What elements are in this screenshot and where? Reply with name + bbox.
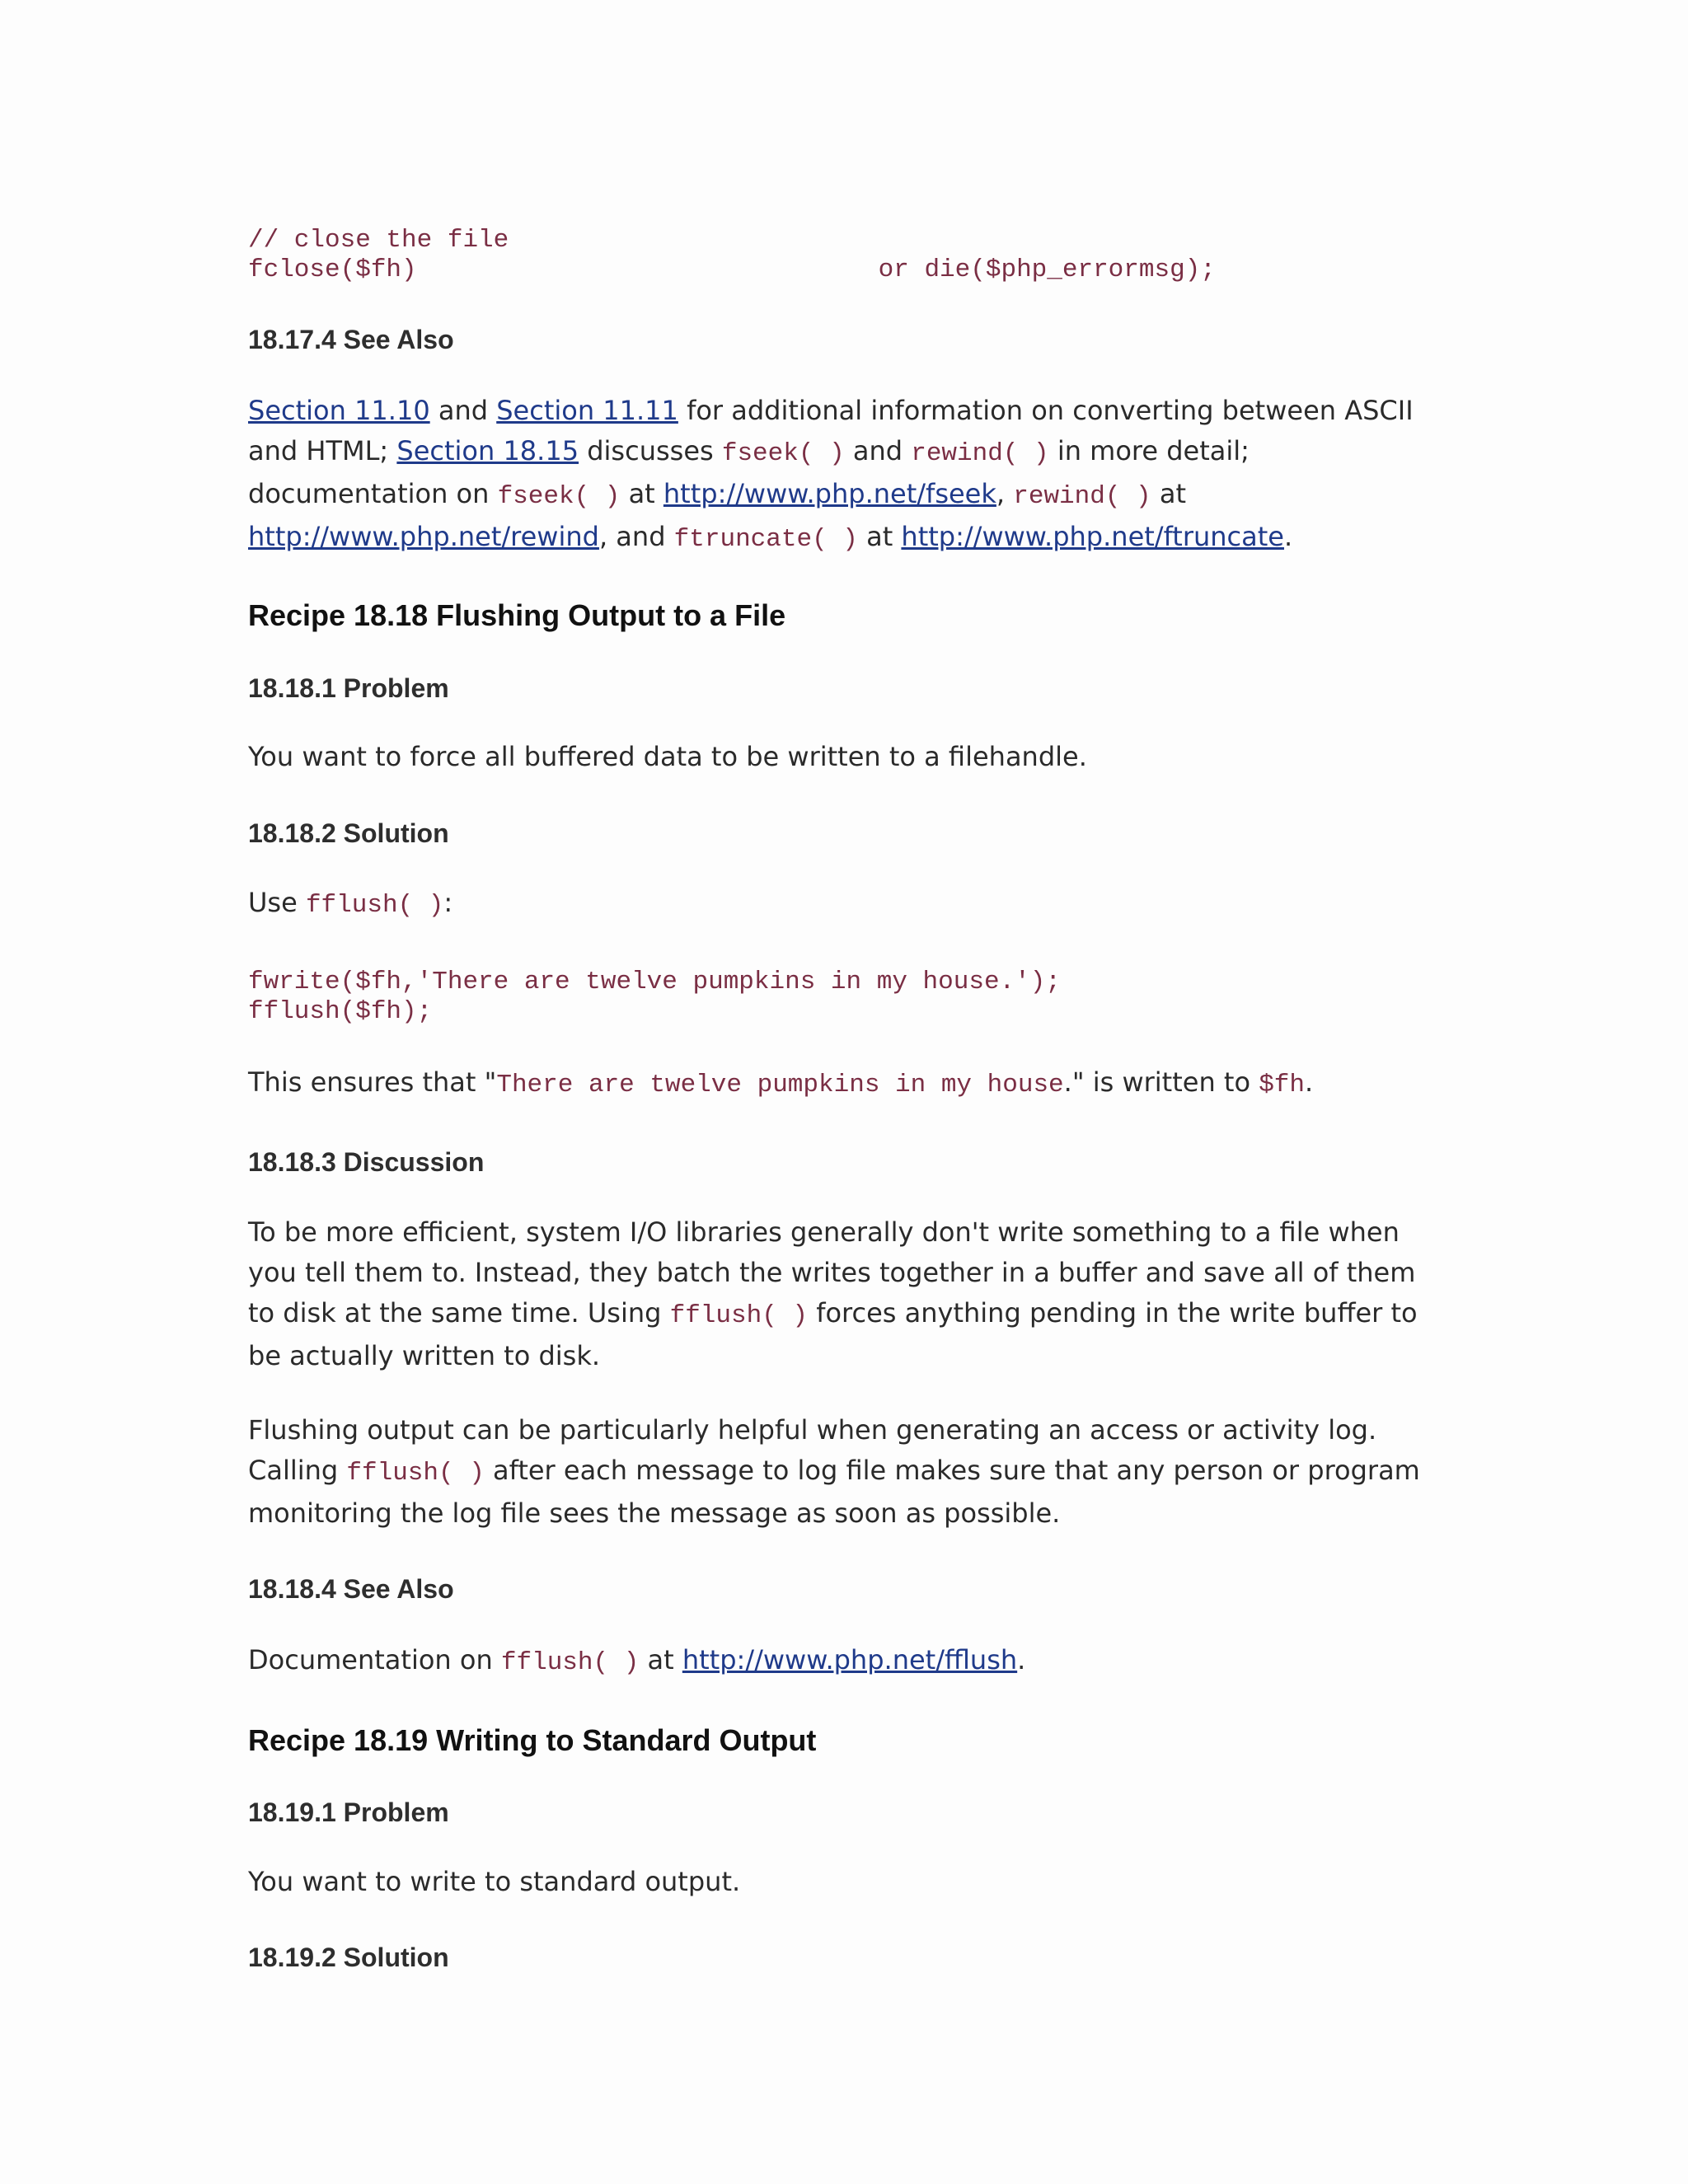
code-line: // close the file bbox=[248, 226, 509, 255]
section-heading: 18.18.1 Problem bbox=[248, 673, 449, 703]
section-heading: 18.19.1 Problem bbox=[248, 1797, 449, 1827]
text: forces anything pending in the write buffer to be actually written to disk. bbox=[248, 1297, 1418, 1371]
text: at bbox=[1151, 478, 1186, 509]
code-inline: fflush( ) bbox=[669, 1301, 809, 1330]
text: at bbox=[639, 1644, 682, 1675]
text: . bbox=[1283, 521, 1293, 552]
code-inline: There are twelve pumpkins in my house bbox=[496, 1071, 1064, 1099]
link-php-rewind[interactable]: http://www.php.net/rewind bbox=[248, 521, 599, 552]
code-block-fflush bbox=[248, 968, 1061, 1027]
code-inline: $fh bbox=[1259, 1071, 1306, 1099]
text: after each message to log file makes sure that any person or program monitoring the log file sees the message as soon as possible. bbox=[248, 1455, 1420, 1529]
ensures-text bbox=[248, 1062, 1443, 1105]
code-block-close-file bbox=[248, 226, 1216, 285]
text: Documentation on bbox=[248, 1644, 501, 1675]
text: and bbox=[429, 395, 497, 426]
text: . bbox=[1017, 1644, 1026, 1675]
text: ." is written to bbox=[1063, 1066, 1259, 1098]
recipe-title: Recipe 18.19 Writing to Standard Output bbox=[248, 1723, 817, 1757]
code-line: fflush($fh); bbox=[248, 997, 433, 1026]
discussion-paragraph-1 bbox=[248, 1212, 1443, 1376]
text: , bbox=[996, 478, 1014, 509]
code-inline: fflush( ) bbox=[500, 1648, 640, 1677]
code-inline: rewind( ) bbox=[1013, 482, 1151, 511]
text: discusses bbox=[579, 435, 722, 466]
code-inline: fseek( ) bbox=[721, 439, 845, 468]
link-section-11-11[interactable]: Section 11.11 bbox=[496, 395, 678, 426]
section-heading: 18.18.3 Discussion bbox=[248, 1147, 485, 1177]
code-inline: ftruncate( ) bbox=[673, 525, 858, 554]
see-also-paragraph bbox=[248, 1640, 1443, 1683]
problem-text: You want to write to standard output. bbox=[248, 1866, 741, 1897]
problem-text: You want to force all buffered data to be written to a filehandle. bbox=[248, 741, 1087, 772]
text: This ensures that " bbox=[248, 1066, 497, 1098]
text: : bbox=[443, 887, 453, 918]
text: Use bbox=[248, 887, 306, 918]
link-php-fseek[interactable]: http://www.php.net/fseek bbox=[663, 478, 996, 509]
text: and bbox=[844, 435, 912, 466]
section-heading: 18.18.2 Solution bbox=[248, 818, 449, 848]
section-heading: 18.17.4 See Also bbox=[248, 325, 454, 354]
section-heading: 18.18.4 See Also bbox=[248, 1574, 454, 1604]
text: Flushing output can be particularly helpful when generating an access or activity log. Calling bbox=[248, 1414, 1377, 1486]
text: at bbox=[620, 478, 663, 509]
code-line: fwrite($fh,'There are twelve pumpkins in my house.'); bbox=[248, 968, 1061, 996]
code-inline: fseek( ) bbox=[497, 482, 621, 511]
text: at bbox=[857, 521, 902, 552]
text: in more detail; documentation on bbox=[248, 435, 1250, 509]
section-heading: 18.19.2 Solution bbox=[248, 1943, 449, 1972]
link-section-11-10[interactable]: Section 11.10 bbox=[248, 395, 430, 426]
text: To be more efficient, system I/O libraries generally don't write something to a file when you tell them to. Instead, they batch the writes together in a buffer and save all of them to disk at the same time. Using bbox=[248, 1216, 1416, 1329]
text: , and bbox=[598, 521, 674, 552]
see-also-paragraph bbox=[248, 391, 1443, 560]
link-php-ftruncate[interactable]: http://www.php.net/ftruncate bbox=[901, 521, 1284, 552]
recipe-title: Recipe 18.18 Flushing Output to a File bbox=[248, 598, 786, 632]
code-line: fclose($fh) bbox=[248, 255, 417, 284]
code-inline: fflush( ) bbox=[346, 1459, 485, 1488]
text: for additional information on converting between ASCII and HTML; bbox=[248, 395, 1414, 466]
solution-text bbox=[248, 883, 1443, 926]
discussion-paragraph-2 bbox=[248, 1410, 1443, 1534]
code-inline: fflush( ) bbox=[305, 891, 444, 920]
link-php-fflush[interactable]: http://www.php.net/fflush bbox=[682, 1644, 1018, 1675]
text: . bbox=[1305, 1066, 1314, 1098]
code-inline: rewind( ) bbox=[911, 439, 1049, 468]
code-line-tail: or die($php_errormsg); bbox=[878, 255, 1216, 284]
link-section-18-15[interactable]: Section 18.15 bbox=[396, 435, 579, 466]
